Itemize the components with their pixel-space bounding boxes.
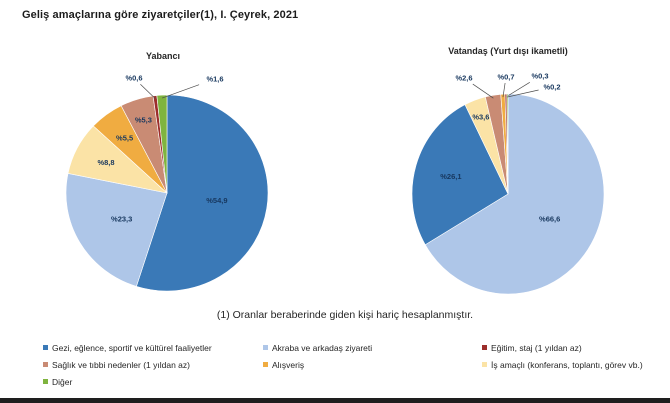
legend-item-label: Akraba ve arkadaş ziyareti xyxy=(272,343,373,353)
legend-item xyxy=(482,344,582,353)
pie-title-vatandas: Vatandaş (Yurt dışı ikametli) xyxy=(448,46,568,56)
pie-data-label: %5,3 xyxy=(134,115,152,125)
pie-data-label: %0,6 xyxy=(125,73,143,83)
legend-swatch-icon xyxy=(43,345,48,350)
pie-data-label: %0,2 xyxy=(543,82,561,92)
pie-data-label: %0,3 xyxy=(531,71,549,81)
legend-item-label: Eğitim, staj (1 yıldan az) xyxy=(491,343,582,353)
legend-item-label: Sağlık ve tıbbi nedenler (1 yıldan az) xyxy=(52,360,190,370)
legend-swatch-icon xyxy=(263,362,268,367)
pie-data-label: %5,5 xyxy=(116,133,134,143)
legend-swatch-icon xyxy=(482,345,487,350)
pie-data-label: %3,6 xyxy=(472,112,490,122)
pie-title-yabanci: Yabancı xyxy=(145,51,181,61)
legend-item xyxy=(482,361,643,370)
pie-data-label: %26,1 xyxy=(440,171,462,181)
legend-item-label: Gezi, eğlence, sportif ve kültürel faaliyetler xyxy=(52,343,212,353)
legend-item xyxy=(43,344,212,353)
legend-item xyxy=(43,361,190,370)
legend-item-label: Diğer xyxy=(52,377,73,387)
pie-data-label: %0,7 xyxy=(497,72,515,82)
bottom-divider-bar xyxy=(0,398,670,403)
legend-swatch-icon xyxy=(263,345,268,350)
pie-data-label: %1,6 xyxy=(206,74,224,84)
pie-data-label: %8,8 xyxy=(97,157,115,167)
legend-item-label: Alışveriş xyxy=(272,360,305,370)
legend-item xyxy=(263,344,372,353)
legend-swatch-icon xyxy=(43,379,48,384)
legend-item xyxy=(263,361,304,370)
pie-data-label: %2,6 xyxy=(455,73,473,83)
legend-swatch-icon xyxy=(482,362,487,367)
legend-swatch-icon xyxy=(43,362,48,367)
page-title: Geliş amaçlarına göre ziyaretçiler(1), I. Çeyrek, 2021 xyxy=(22,9,299,21)
legend-item xyxy=(43,378,72,387)
legend-item-label: İş amaçlı (konferans, toplantı, görev vb.) xyxy=(491,360,643,370)
footnote: (1) Oranlar beraberinde giden kişi hariç hesaplanmıştır. xyxy=(216,309,474,321)
pie-data-label: %23,3 xyxy=(111,214,133,224)
pie-data-label: %54,9 xyxy=(206,196,228,205)
pie-data-label: %66,6 xyxy=(539,214,561,224)
